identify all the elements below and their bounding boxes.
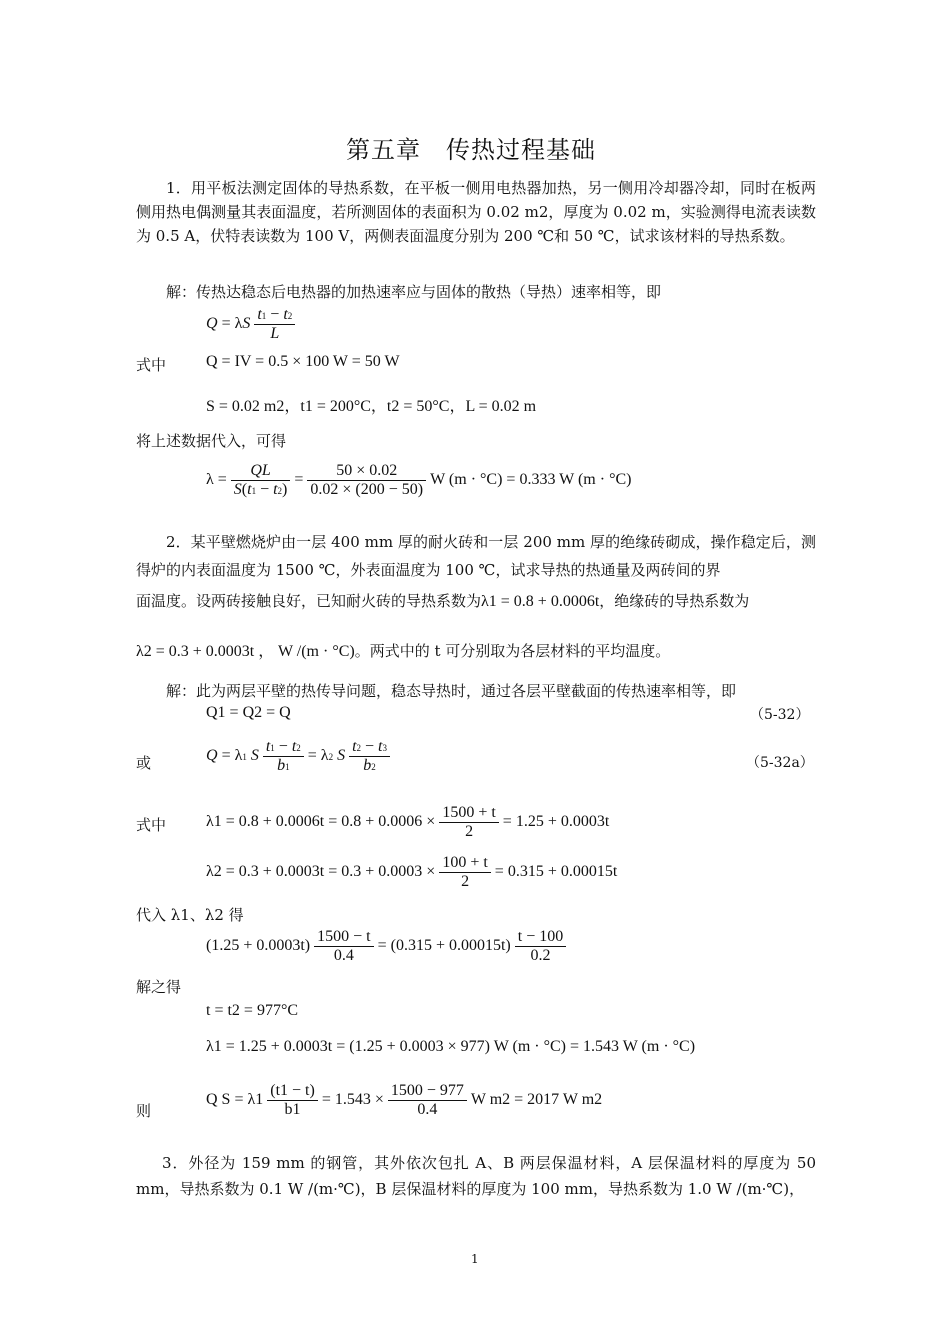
page-title: 第五章 传热过程基础 bbox=[346, 136, 596, 164]
problem-1-text: 1．用平板法测定固体的导热系数，在平板一侧用电热器加热，另一侧用冷却器冷却，同时在板两侧用热电偶测量其表面温度，若所测固体的表面积为 0.02 m2，厚度为 0.02 m，实验测得电流表读数为 0.5 A，伏特表读数为 100 V，两侧表面温度分别为 200 ℃和 50 ℃，试求该材料的导热系数。 bbox=[136, 179, 816, 245]
problem-2-text-a: 2．某平壁燃烧炉由一层 400 mm 厚的耐火砖和一层 200 mm 厚的绝缘砖砌成，操作稳定后，测得炉的内表面温度为 1500 ℃，外表面温度为 100 ℃，试求导热的热通量及两砖间的界 bbox=[136, 533, 816, 579]
equation-two-layer: Q = λ1 S $\frac{t1 - t2}{b1}$ = λ2 S $\frac{t2 - t3}{b2}$ bbox=[206, 738, 390, 775]
equation-number-5-32a: （5-32a） bbox=[746, 755, 814, 771]
substitute-label: 将上述数据代入，可得 bbox=[136, 432, 287, 450]
equation-lambda-result: λ = $\frac{QL}{S(t1 - t2)}$ = $\frac{50 \times 0.02}{0.02 \times (200 - 50)}$ W (m · °C) = 0.333 W (m · °C) bbox=[206, 462, 632, 498]
problem-3-text: 3．外径为 159 mm 的钢管，其外依次包扎 A、B 两层保温材料，A 层保温材料的厚度为 50 mm，导热系数为 0.1 W /(m·℃)，B 层保温材料的厚度为 100 mm，导热系数为 1.0 W /(m·℃)， bbox=[136, 1154, 816, 1198]
problem-2-text-b: 面温度。设两砖接触良好，已知耐火砖的导热系数为λ1 = 0.8 + 0.0006t，绝缘砖的导热系数为 bbox=[136, 592, 750, 610]
lambda2-definition: λ2 = 0.3 + 0.0003t ， W /(m · °C) bbox=[136, 643, 355, 660]
equation-lambda1-value: λ1 = 1.25 + 0.0003t = (1.25 + 0.0003 × 977) W (m · °C) = 1.543 W (m · °C) bbox=[206, 1038, 696, 1055]
label-jiezhide: 解之得 bbox=[136, 978, 182, 996]
equation-substituted: (1.25 + 0.0003t) $\frac{1500 - t}{0.4}$ = (0.315 + 0.00015t) $\frac{t - 100}{0.2}$ bbox=[206, 928, 566, 965]
equation-q1-q2: Q1 = Q2 = Q bbox=[206, 704, 291, 721]
solution-1-intro: 解：传热达稳态后电热器的加热速率应与固体的散热（导热）速率相等，即 bbox=[166, 283, 662, 301]
equation-fourier: Q = λS $\frac{t1 - t2}{L}$ bbox=[206, 306, 295, 343]
lambda-result-value: = 0.333 W (m · °C) bbox=[506, 471, 632, 489]
lambda1-definition: λ1 = 0.8 + 0.0006t bbox=[481, 593, 600, 610]
label-shizhong-1: 式中 bbox=[136, 356, 167, 374]
equation-t-result: t = t2 = 977°C bbox=[206, 1002, 299, 1019]
solution-2-intro: 解：此为两层平壁的热传导问题，稳态导热时，通过各层平壁截面的传热速率相等，即 bbox=[166, 682, 737, 700]
equation-q-iv: Q = IV = 0.5 × 100 W = 50 W bbox=[206, 353, 400, 370]
equation-s-values: S = 0.02 m2，t1 = 200°C，t2 = 50°C，L = 0.02 m bbox=[206, 398, 537, 415]
equation-number-5-32: （5-32） bbox=[750, 707, 810, 723]
equation-heat-flux: Q S = λ1 $\frac{(t1 - t)}{b1}$ = 1.543 × $\frac{1500 - 977}{0.4}$ W m2 = 2017 W m2 bbox=[206, 1082, 603, 1118]
equation-lambda2-mean: λ2 = 0.3 + 0.0003t = 0.3 + 0.0003 × $\frac{100 + t}{2}$ = 0.315 + 0.00015t bbox=[206, 854, 618, 890]
label-dairu: 代入 λ1、λ2 得 bbox=[136, 906, 244, 924]
label-ze: 则 bbox=[136, 1102, 152, 1120]
equation-lambda1-mean: λ1 = 0.8 + 0.0006t = 0.8 + 0.0006 × $\frac{1500 + t}{2}$ = 1.25 + 0.0003t bbox=[206, 804, 610, 840]
label-shizhong-2: 式中 bbox=[136, 816, 167, 834]
problem-2-text-c: λ2 = 0.3 + 0.0003t ， W /(m · °C)。两式中的 t 可分别取为各层材料的平均温度。 bbox=[136, 642, 671, 660]
label-huo: 或 bbox=[136, 754, 152, 772]
page-number: 1 bbox=[471, 1252, 479, 1266]
